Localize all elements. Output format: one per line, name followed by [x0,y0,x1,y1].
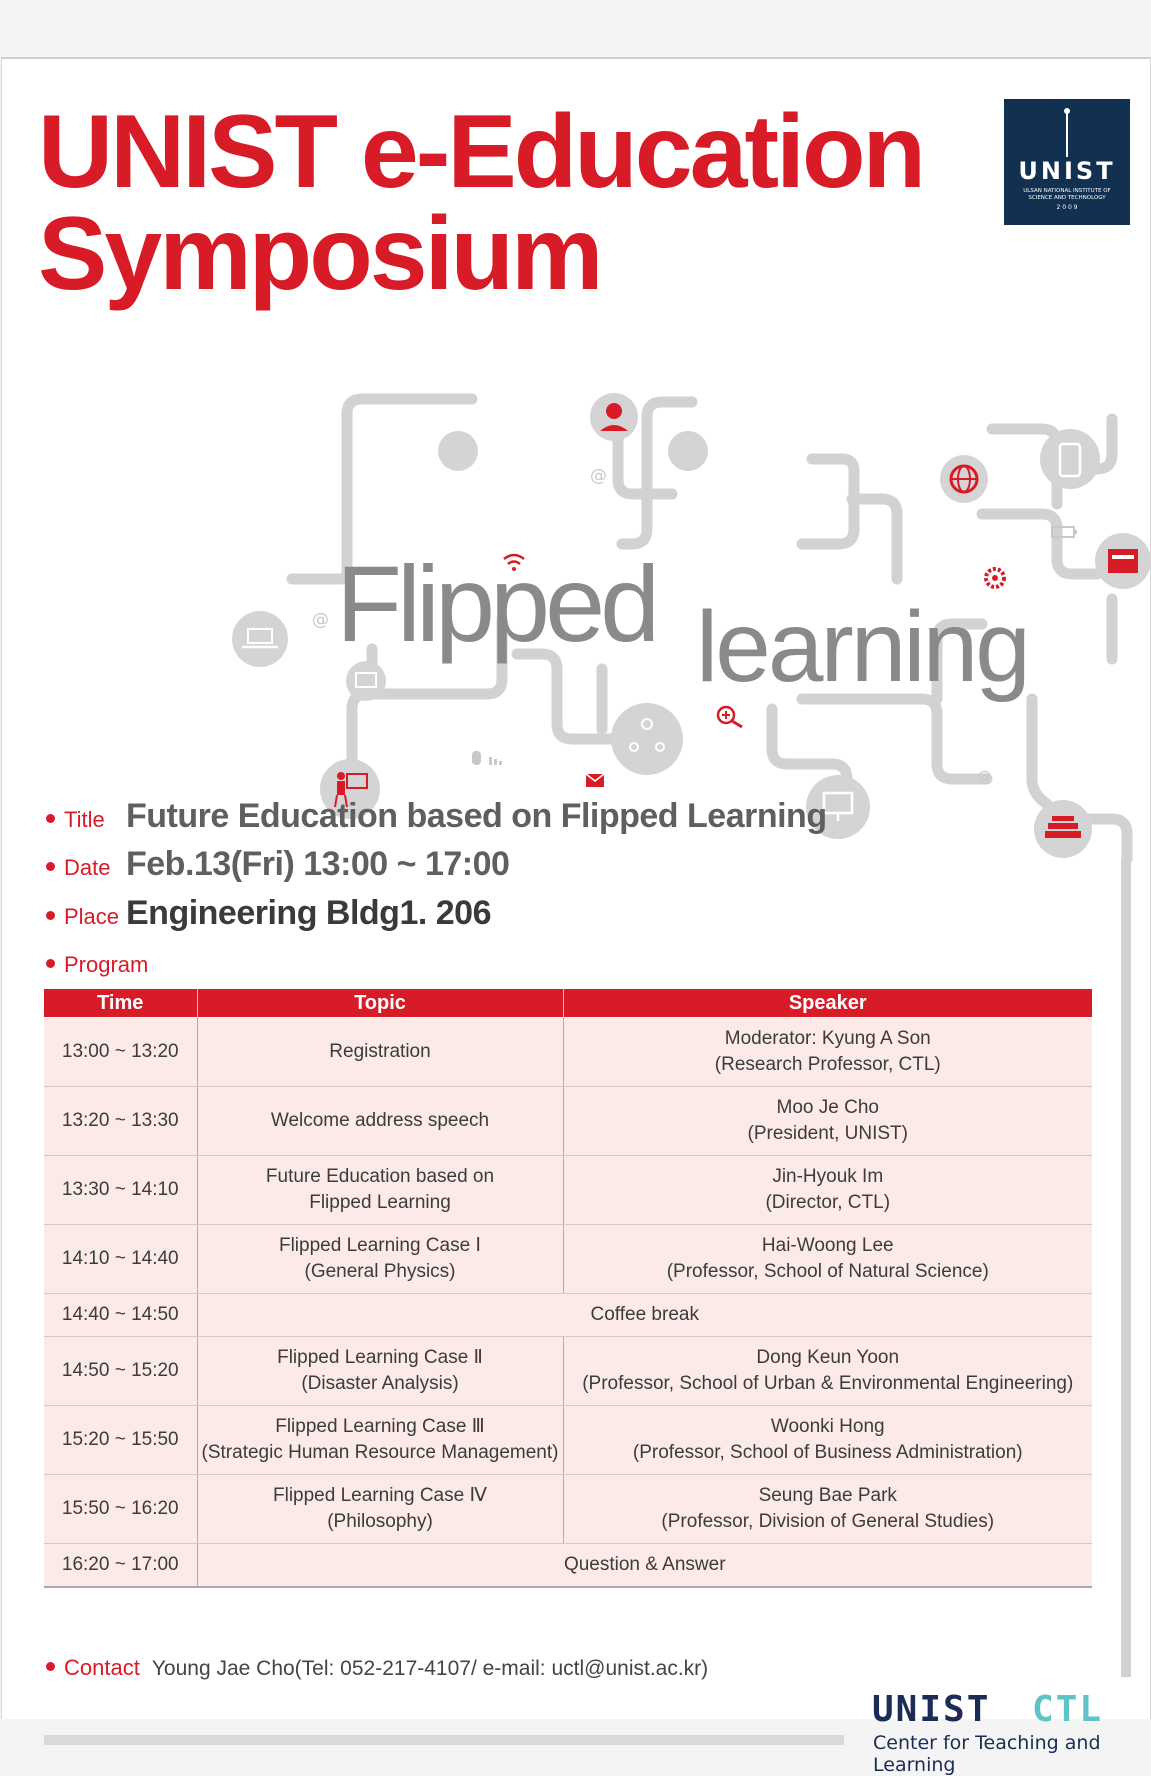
decorative-line [1121,859,1131,1677]
program-label-row [46,952,148,978]
speaker-cell: Seung Bae Park (Professor, Division of General Studies) [563,1475,1092,1544]
time-cell: 13:20 ~ 13:30 [44,1087,197,1156]
date-label: Date [64,855,111,880]
header-topic: Topic [197,989,563,1018]
speaker-cell: Woonki Hong (Professor, School of Business Administration) [563,1406,1092,1475]
calendar-icon [1108,549,1138,573]
speaker-cell: Dong Keun Yoon (Professor, School of Urban & Environmental Engineering) [563,1337,1092,1406]
contact-label: Contact [64,1655,140,1680]
bullet-icon [46,1662,55,1671]
speaker-cell: Hai-Woong Lee (Professor, School of Natural Science) [563,1225,1092,1294]
bullet-icon [46,814,55,823]
poster [1,57,1151,1776]
at-sign-2: @ [312,610,329,630]
table-row [44,1225,1092,1294]
table-row [44,1018,1092,1087]
time-cell: 16:20 ~ 17:00 [44,1544,197,1588]
table-row [44,1406,1092,1475]
info-title-row [46,797,827,836]
bullet-icon [46,862,55,871]
table-row [44,1475,1092,1544]
table-row [44,1337,1092,1406]
contact-value: Young Jae Cho(Tel: 052-217-4107/ e-mail: uctl@unist.ac.kr) [151,1657,709,1680]
header-speaker: Speaker [563,989,1092,1018]
topic-cell: Flipped Learning Case Ⅰ (General Physics) [197,1225,563,1294]
time-cell: 14:40 ~ 14:50 [44,1294,197,1337]
time-cell: 13:00 ~ 13:20 [44,1018,197,1087]
speaker-cell: Moderator: Kyung A Son (Research Professor, CTL) [563,1018,1092,1087]
mouse-icon [472,751,502,765]
title-label: Title [64,807,105,832]
program-label: Program [64,952,149,977]
place-value: Engineering Bldg1. 206 [126,894,491,932]
table-row [44,1087,1092,1156]
title-line-1: UNIST e-Education [38,94,924,210]
time-cell: 15:50 ~ 16:20 [44,1475,197,1544]
topic-cell: Flipped Learning Case Ⅱ (Disaster Analysis) [197,1337,563,1406]
place-label: Place [64,904,120,929]
table-row [44,1294,1092,1337]
unist-ctl-logo [870,1689,1140,1730]
bullet-icon [46,911,55,920]
gear-icon [986,569,1004,587]
at-sign-1: @ [590,466,607,486]
zoom-in-icon [718,707,742,727]
illustration-word-flipped: Flipped [336,543,656,664]
header-time: Time [44,989,197,1018]
logo-subtitle-1: ULSAN NATIONAL INSTITUTE OF [1023,188,1111,194]
info-place-row [46,894,491,933]
ctl-logo-ctl: CTL [1032,1689,1104,1730]
table-row [44,1156,1092,1225]
flipped-learning-illustration [2,59,1150,859]
time-cell: 13:30 ~ 14:10 [44,1156,197,1225]
logo-text: UNIST [1018,157,1116,185]
email-icon [586,774,604,787]
logo-subtitle-2: SCIENCE AND TECHNOLOGY [1028,195,1106,201]
program-table [44,989,1092,1588]
topic-cell: Welcome address speech [197,1087,563,1156]
speaker-cell: Jin-Hyouk Im (Director, CTL) [563,1156,1092,1225]
topic-cell: Flipped Learning Case Ⅲ (Strategic Human Resource Management) [197,1406,563,1475]
speaker-cell: Moo Je Cho (President, UNIST) [563,1087,1092,1156]
title-line-2: Symposium [38,196,601,312]
table-row [44,1544,1092,1588]
break-cell: Coffee break [197,1294,1092,1337]
ctl-subtitle: Center for Teaching and Learning [873,1732,1101,1776]
time-cell: 14:10 ~ 14:40 [44,1225,197,1294]
contact-row [46,1655,708,1681]
topic-cell: Future Education based on Flipped Learning [197,1156,563,1225]
topic-cell: Registration [197,1018,563,1087]
info-date-row [46,845,509,884]
footer-bar [44,1735,844,1745]
time-cell: 15:20 ~ 15:50 [44,1406,197,1475]
ctl-logo-unist: UNIST [872,1689,991,1730]
illustration-word-learning: learning [696,591,1028,703]
title-value: Future Education based on Flipped Learning [126,797,827,835]
logo-year: 2 0 0 9 [1056,204,1078,211]
qa-cell: Question & Answer [197,1544,1092,1588]
date-value: Feb.13(Fri) 13:00 ~ 17:00 [126,845,510,883]
time-cell: 14:50 ~ 15:20 [44,1337,197,1406]
bullet-icon [46,959,55,968]
at-sign-3: @ [977,768,992,786]
topic-cell: Flipped Learning Case Ⅳ (Philosophy) [197,1475,563,1544]
table-header-row [44,989,1092,1018]
